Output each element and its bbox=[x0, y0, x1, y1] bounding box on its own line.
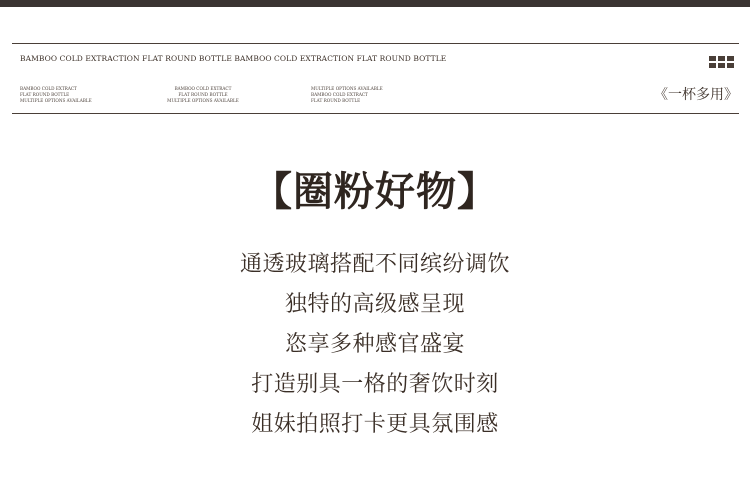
small-caption-line: MULTIPLE OPTIONS AVAILABLE bbox=[20, 98, 92, 103]
small-caption-line: FLAT ROUND BOTTLE bbox=[311, 98, 361, 103]
page-title: 【圈粉好物】 bbox=[252, 168, 498, 215]
top-bar bbox=[0, 0, 750, 7]
feature-line: 打造别具一格的奢饮时刻 bbox=[251, 372, 499, 397]
small-caption-line: BAMBOO COLD EXTRACT bbox=[174, 86, 232, 91]
header-title: BAMBOO COLD EXTRACTION FLAT ROUND BOTTLE BAMBOO COLD EXTRACTION FLAT ROUND BOTTLE bbox=[20, 54, 447, 63]
small-caption-middle bbox=[166, 86, 240, 104]
small-caption-left bbox=[20, 86, 92, 104]
feature-line: 恣享多种感官盛宴 bbox=[284, 332, 465, 357]
feature-line: 姐妹拍照打卡更具氛围感 bbox=[251, 412, 499, 437]
small-caption-line: FLAT ROUND BOTTLE bbox=[178, 92, 228, 97]
feature-line: 独特的高级感呈现 bbox=[284, 292, 465, 317]
grid-icon-cell bbox=[727, 63, 734, 68]
header-tag: 《一杯多用》 bbox=[654, 87, 738, 103]
grid-icon-cell bbox=[718, 56, 725, 61]
small-caption-line: BAMBOO COLD EXTRACT bbox=[20, 86, 77, 91]
grid-icon-cell bbox=[709, 63, 716, 68]
small-caption-line: MULTIPLE OPTIONS AVAILABLE bbox=[167, 98, 239, 103]
small-caption-line: FLAT ROUND BOTTLE bbox=[20, 92, 70, 97]
small-caption-right bbox=[311, 86, 383, 104]
grid-icon-cell bbox=[709, 56, 716, 61]
grid-icon-cell bbox=[727, 56, 734, 61]
header-bottom-rule bbox=[12, 113, 739, 114]
grid-icon-cell bbox=[718, 63, 725, 68]
small-caption-line: BAMBOO COLD EXTRACT bbox=[311, 92, 368, 97]
small-caption-line: MULTIPLE OPTIONS AVAILABLE bbox=[311, 86, 383, 91]
grid-icon bbox=[709, 56, 734, 69]
feature-lines bbox=[0, 248, 750, 448]
feature-line: 通透玻璃搭配不同缤纷调饮 bbox=[239, 252, 510, 277]
header-top-rule bbox=[12, 43, 739, 44]
